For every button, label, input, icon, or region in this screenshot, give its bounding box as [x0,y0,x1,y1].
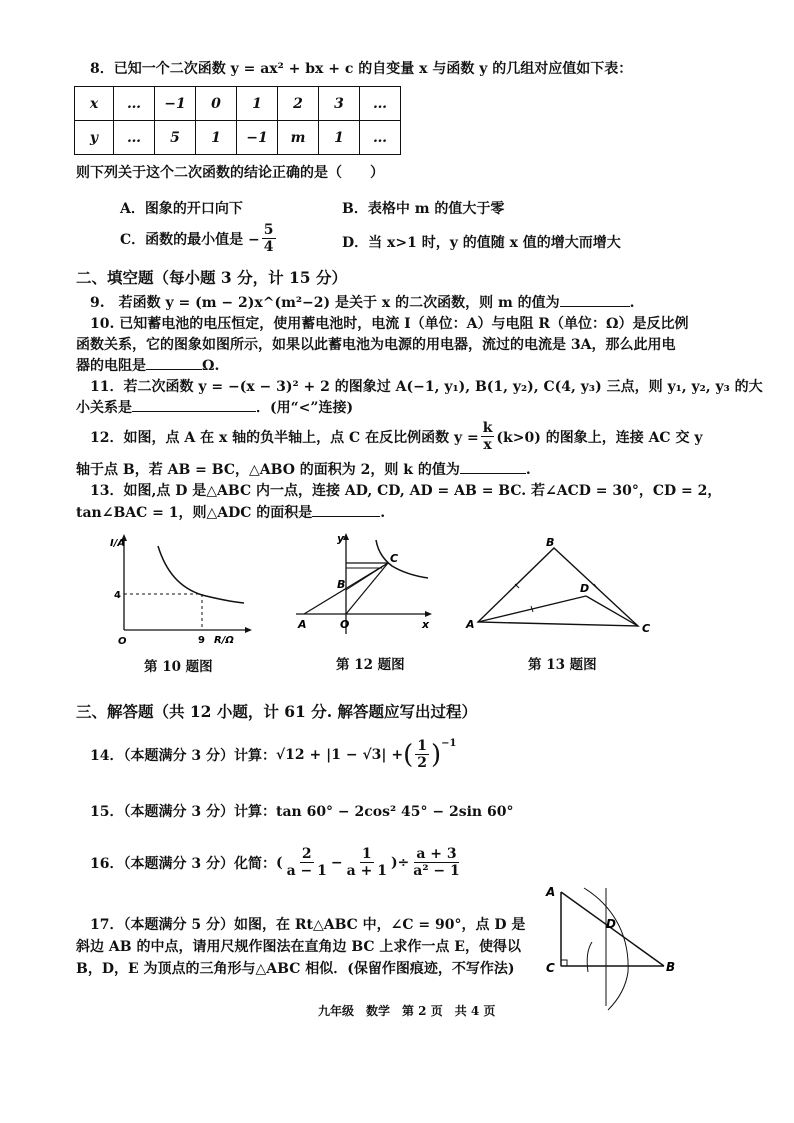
q13-line2-text: tan∠BAC = 1，则△ADC 的面积是 [76,505,313,521]
q10-line1: 10. 已知蓄电池的电压恒定，使用蓄电池时，电流 I（单位：A）与电阻 R（单位：Ω）是反比例 [90,316,689,332]
q12-line1-tail: (k>0) 的图象上，连接 AC 交 y [496,429,703,446]
fraction-denominator: x [483,437,492,454]
q8-option-b: B．表格中 m 的值大于零 [342,201,505,217]
table-cell: x [75,87,114,121]
fraction-numerator: 1 [417,738,428,754]
table-cell: 1 [196,121,237,155]
q12-fraction [481,420,495,453]
q13-line1: 13．如图,点 D 是△ABC 内一点，连接 AD, CD, AD = AB = BC. 若∠ACD = 30°，CD = 2， [90,483,722,499]
minus-sign: − [330,854,343,871]
answer-blank [560,292,630,307]
figure-12 [292,530,442,640]
q12-line1-text: 12．如图，点 A 在 x 轴的负半轴上，点 C 在反比例函数 y = [90,429,479,446]
q11-line2-text: 小关系是 [76,400,132,416]
fraction-numerator: 5 [263,222,274,238]
q11-line1: 11．若二次函数 y = −(x − 3)² + 2 的图象过 A(−1, y₁), B(1, y₂), C(4, y₃) 三点，则 y₁, y₂, y₃ 的大 [90,379,763,395]
fig10-x-arrow [245,627,252,633]
fig13-label-c: C [642,622,651,635]
q8-option-d: D．当 x>1 时，y 的值随 x 值的增大而增大 [342,235,621,251]
q8-option-c [120,222,278,255]
figure-10 [100,532,260,647]
q8-option-c-text: C．函数的最小值是 − [120,231,260,248]
table-cell: 1 [237,87,278,121]
table-cell: 2 [278,87,319,121]
figure-17 [540,882,690,1014]
paren-left: ( [403,739,414,770]
q8-option-c-fraction [262,222,276,255]
fig12-label-b: B [337,578,346,591]
fig17-right-angle [561,960,567,966]
q8-stem: 8．已知一个二次函数 y = ax² + bx + c 的自变量 x 与函数 y 的几组对应值如下表： [90,61,633,77]
table-cell: 1 [319,121,360,155]
fig12-hyperbola [376,540,428,578]
q11-line2-end: ．(用“<”连接) [256,400,354,416]
q12-line2-end: . [525,462,531,478]
q8-option-a: A．图象的开口向下 [120,201,243,217]
table-cell: … [114,87,155,121]
answer-blank [460,459,526,474]
fig10-origin: O [118,636,127,647]
fraction-numerator: k [482,420,493,436]
fraction-denominator: a + 1 [346,863,387,880]
q8-question: 则下列关于这个二次函数的结论正确的是（ ） [76,165,384,181]
q14-exponent: −1 [441,738,457,749]
q9 [90,292,635,312]
q12-line2 [76,459,531,479]
q12-line1 [90,420,702,453]
fraction-denominator: 4 [263,239,274,256]
fig12-x-arrow [425,611,432,617]
q13-line2 [76,502,385,522]
fig10-y-tick: 4 [114,590,121,601]
fig13-label-a: A [466,618,475,631]
fig12-line-oc [346,563,388,614]
table-cell: −1 [155,87,196,121]
fig10-caption: 第 10 题图 [144,659,213,675]
q14-expression: √12 + |1 − √3| + [275,746,404,763]
fig13-label-d: D [580,582,590,595]
fig13-caption: 第 13 题图 [528,657,597,673]
fig13-triangle-abc [478,548,638,626]
q15-prefix: 15．（本题满分 3 分）计算： [90,804,276,820]
fig10-curve [158,546,244,603]
fig17-label-d: D [606,917,616,931]
q9-text: 9. 若函数 y = (m − 2)x^(m²−2) 是关于 x 的二次函数，则 m 的值为 [90,295,560,311]
answer-blank [146,355,202,370]
fraction-numerator: 1 [361,846,372,862]
table-cell: … [360,121,401,155]
table-cell: 0 [196,87,237,121]
table-cell: m [278,121,319,155]
fig12-label-o: O [340,618,350,631]
q17-line3: B，D，E 为顶点的三角形与△ABC 相似．(保留作图痕迹，不写作法) [76,961,515,977]
fig10-x-tick: 9 [198,635,205,646]
q8-value-table [74,86,401,155]
q10-line2: 函数关系，它的图象如图所示，如果以此蓄电池为电源的用电器，流过的电流是 3A，那么此用电 [76,337,676,353]
q14-fraction [415,738,429,771]
page-footer: 九年级 数学 第 2 页 共 4 页 [318,1004,496,1018]
fig13-line-dc [586,596,638,626]
table-cell: … [114,121,155,155]
section-3-title: 三、解答题（共 12 小题，计 61 分. 解答题应写出过程） [76,702,478,721]
fig17-label-c: C [546,961,555,975]
table-cell: 5 [155,121,196,155]
q16-fraction-1 [285,846,329,879]
figure-13 [462,536,662,640]
q17-line1: 17．（本题满分 5 分）如图，在 Rt△ABC 中，∠C = 90°，点 D 是 [90,917,526,933]
fig12-x-label: x [422,618,430,631]
q15-expression: tan 60° − 2cos² 45° − 2sin 60° [275,804,514,820]
fig10-x-label: R/Ω [214,635,234,646]
fig17-label-b: B [666,960,676,974]
fig13-label-b: B [546,536,555,549]
answer-blank [312,502,380,517]
fraction-numerator: 2 [301,846,312,862]
table-cell: y [75,121,114,155]
fraction-numerator: a + 3 [416,846,457,862]
paren-left: ( [275,854,283,871]
table-cell: −1 [237,121,278,155]
fig17-label-a: A [546,885,556,899]
paren-right: )÷ [390,854,410,871]
fig10-y-label: I/A [110,538,126,549]
q17-line2: 斜边 AB 的中点，请用尺规作图法在直角边 BC 上求作一点 E，使得以 [76,939,521,955]
fraction-denominator: 2 [417,755,428,772]
q16-fraction-2 [345,846,389,879]
q12-line2-text: 轴于点 B，若 AB = BC，△ABO 的面积为 2，则 k 的值为 [76,462,460,478]
fig17-arc-left [587,942,592,972]
fig12-caption: 第 12 题图 [336,657,405,673]
q11-line2 [76,397,353,417]
fig12-line-bc [346,563,388,590]
table-row [75,87,401,121]
q10-line3-text: 器的电阻是 [76,358,146,374]
fraction-denominator: a − 1 [286,863,327,880]
fig12-label-c: C [390,552,399,565]
q9-end: . [629,295,635,311]
fig12-label-a: A [298,618,307,631]
table-row [75,121,401,155]
answer-blank [132,397,256,412]
section-2-title: 二、填空题（每小题 3 分，计 15 分） [76,268,347,287]
q14 [90,738,457,771]
q10-line3 [76,355,219,375]
q16-prefix: 16．（本题满分 3 分）化简： [90,855,276,872]
q16 [90,846,464,879]
paren-right: ) [431,739,442,770]
fig12-y-label: y [337,532,345,545]
q16-fraction-3 [411,846,461,879]
q10-line3-end: Ω. [202,358,220,374]
q15 [90,801,513,821]
table-cell: 3 [319,87,360,121]
table-cell: … [360,87,401,121]
q14-prefix: 14．（本题满分 3 分）计算： [90,747,276,764]
q13-line2-end: . [380,505,386,521]
fraction-denominator: a² − 1 [413,863,460,880]
